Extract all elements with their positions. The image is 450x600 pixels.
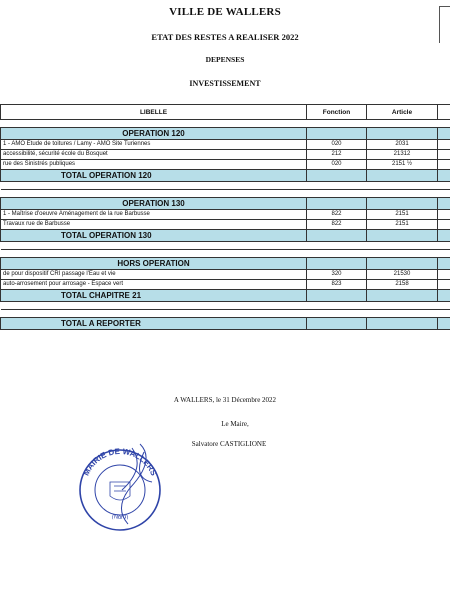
total-label-op120: TOTAL OPERATION 120: [1, 170, 307, 182]
table-row: [1, 280, 450, 290]
row-label: 1 - AMO Etude de toitures / Lamy - AMO Site Turiennes: [1, 140, 307, 150]
grand-total-row: [1, 318, 450, 330]
page-corner-frame: [439, 6, 450, 43]
table-row: [1, 220, 450, 230]
signature-title: Le Maire,: [221, 420, 249, 428]
row-fonction: 823: [307, 280, 367, 290]
row-label: 1 - Maîtrise d'oeuvre Aménagement de la rue Barbusse: [1, 210, 307, 220]
section-title-op120: OPERATION 120: [1, 128, 307, 140]
table-row: [1, 150, 450, 160]
signature-name: Salvatore CASTIGLIONE: [191, 440, 267, 448]
col-header-article: Article: [367, 105, 438, 120]
spacer-row: [1, 182, 450, 190]
row-label: Travaux rue de Barbusse: [1, 220, 307, 230]
table-row: [1, 160, 450, 170]
row-article: 2151: [367, 220, 438, 230]
row-label: de pour dispositif CRI passage l'Eau et vie: [1, 270, 307, 280]
section-heading-op120: [1, 128, 450, 140]
table-row: [1, 140, 450, 150]
row-fonction: 822: [307, 220, 367, 230]
row-article: 2158: [367, 280, 438, 290]
row-fonction: 212: [307, 150, 367, 160]
budget-table: [0, 104, 450, 330]
total-row-chapitre21: [1, 290, 450, 302]
row-article: 21312: [367, 150, 438, 160]
spacer-row: [1, 250, 450, 258]
town-title: VILLE DE WALLERS: [169, 6, 281, 18]
seal-text-top: MAIRIE DE WALLERS: [81, 446, 159, 478]
spacer-row: [1, 302, 450, 310]
spacer-row: [1, 190, 450, 198]
col-header-extra: [438, 105, 450, 120]
spacer-row: [1, 310, 450, 318]
table-row: [1, 210, 450, 220]
statement-title: ETAT DES RESTES A REALISER 2022: [151, 32, 299, 42]
row-fonction: 320: [307, 270, 367, 280]
row-label: auto-arrosement pour arrosage - Espace vert: [1, 280, 307, 290]
section-heading-hors: [1, 258, 450, 270]
col-header-libelle: LIBELLE: [1, 105, 307, 120]
town-seal-stamp: [70, 438, 170, 538]
signature-date-line: A WALLERS, le 31 Décembre 2022: [173, 396, 277, 404]
total-label-chapitre21: TOTAL CHAPITRE 21: [1, 290, 307, 302]
section-title: DEPENSES: [205, 55, 245, 64]
col-header-fonction: Fonction: [307, 105, 367, 120]
row-fonction: 020: [307, 160, 367, 170]
spacer-row: [1, 120, 450, 128]
section-title-op130: OPERATION 130: [1, 198, 307, 210]
total-row-op130: [1, 230, 450, 242]
spacer-row: [1, 242, 450, 250]
table-header-row: [1, 105, 450, 120]
seal-text-bottom: (Nord): [111, 513, 129, 521]
row-article: 2151: [367, 210, 438, 220]
row-fonction: 822: [307, 210, 367, 220]
row-article: 21530: [367, 270, 438, 280]
section-title-hors: HORS OPERATION: [1, 258, 307, 270]
subsection-title: INVESTISSEMENT: [189, 79, 261, 88]
row-article: 2031: [367, 140, 438, 150]
row-label: accessibilité, sécurité école du Bosquet: [1, 150, 307, 160]
row-article: 2151 ½: [367, 160, 438, 170]
table-row: [1, 270, 450, 280]
seal-inner-ring: [95, 465, 145, 515]
grand-total-label: TOTAL A REPORTER: [1, 318, 307, 330]
row-fonction: 020: [307, 140, 367, 150]
total-row-op120: [1, 170, 450, 182]
section-heading-op130: [1, 198, 450, 210]
row-label: rue des Sinistrés publiques: [1, 160, 307, 170]
total-label-op130: TOTAL OPERATION 130: [1, 230, 307, 242]
